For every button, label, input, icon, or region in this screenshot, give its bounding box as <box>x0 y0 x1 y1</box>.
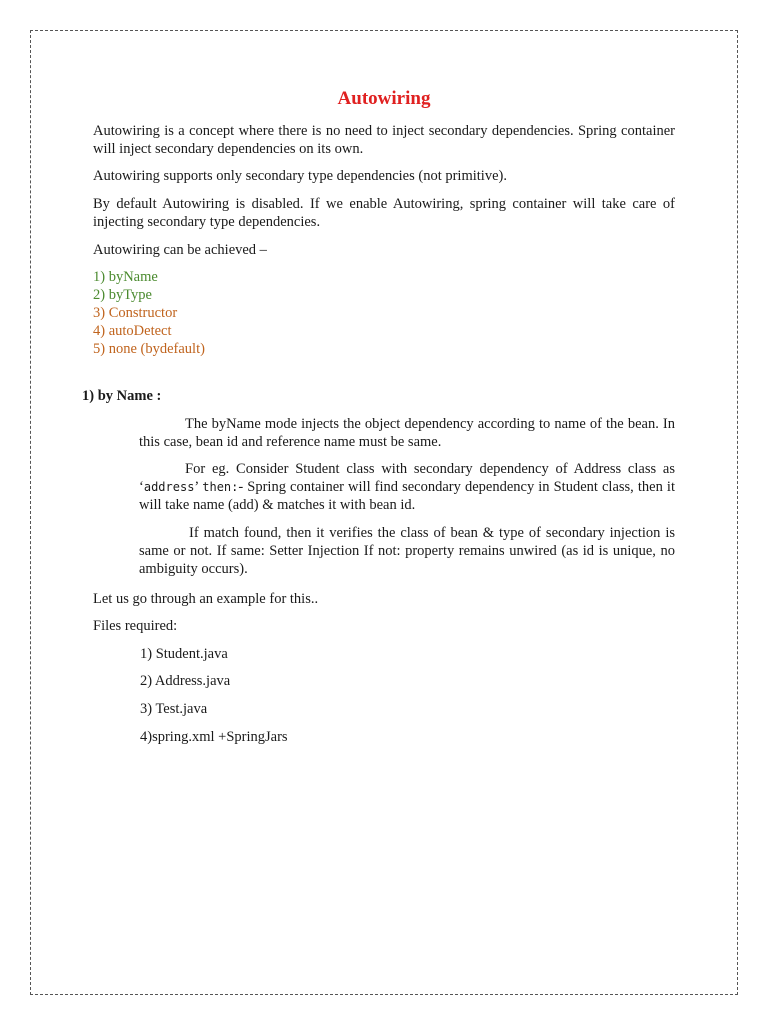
byname-paragraph-1: The byName mode injects the object dependency according to name of the bean. In this case, bean id and reference name must be same. <box>139 416 675 450</box>
byname-p2-end: - Spring container will find secondary dependency in Student class, then it will take name (add) & matches it with bean id. <box>139 479 675 513</box>
intro-paragraph-4: Autowiring can be achieved – <box>93 242 267 258</box>
file-item-spring-xml: 4)spring.xml +SpringJars <box>140 729 288 745</box>
files-required-label: Files required: <box>93 618 178 634</box>
section-heading-by-name: 1) by Name : <box>82 388 162 404</box>
byname-p2-mid: ’ <box>194 479 203 495</box>
mode-item-constructor: 3) Constructor <box>93 305 178 321</box>
code-then: then: <box>202 480 239 494</box>
byname-p2-start: For eg. Consider Student class with secondary dependency of Address class as ‘ <box>139 461 675 495</box>
byname-paragraph-2 <box>139 460 675 514</box>
file-item-student: 1) Student.java <box>140 646 228 662</box>
mode-item-bytype: 2) byType <box>93 287 152 303</box>
example-line: Let us go through an example for this.. <box>93 591 319 607</box>
intro-paragraph-3: By default Autowiring is disabled. If we enable Autowiring, spring container will take care of injecting secondary type dependencies. <box>93 196 675 230</box>
mode-item-byname: 1) byName <box>93 269 158 285</box>
intro-paragraph-2: Autowiring supports only secondary type dependencies (not primitive). <box>93 168 507 184</box>
file-item-address: 2) Address.java <box>140 673 231 689</box>
page-title: Autowiring <box>337 88 431 109</box>
intro-paragraph-1: Autowiring is a concept where there is no need to inject secondary dependencies. Spring container will inject secondary dependencies on its own. <box>93 123 675 157</box>
mode-item-autodetect: 4) autoDetect <box>93 323 172 339</box>
code-address: address <box>143 480 195 494</box>
mode-item-none: 5) none (bydefault) <box>93 341 205 357</box>
byname-paragraph-3: If match found, then it verifies the class of bean & type of secondary injection is same or not. If same: Setter Injection If not: property remains unwired (as id is unique, no ambiguity occurs). <box>139 525 675 577</box>
file-item-test: 3) Test.java <box>140 701 208 717</box>
